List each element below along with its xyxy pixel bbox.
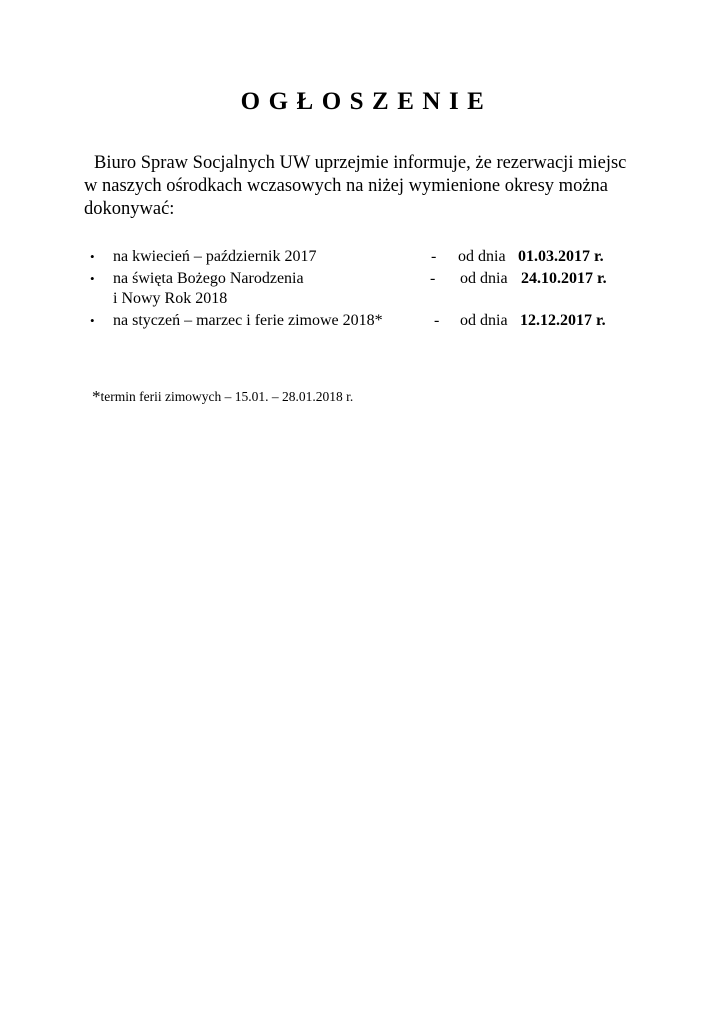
bullet-icon: • bbox=[90, 249, 95, 264]
footnote-text: termin ferii zimowych – 15.01. – 28.01.2018 r. bbox=[100, 389, 354, 404]
page-title: OGŁOSZENIE bbox=[240, 88, 493, 115]
item-dash: - bbox=[431, 248, 437, 265]
item-date: 01.03.2017 r. bbox=[518, 248, 604, 265]
item-date: 24.10.2017 r. bbox=[521, 270, 607, 287]
item-date: 12.12.2017 r. bbox=[520, 312, 606, 329]
item-from-label: od dnia bbox=[460, 270, 508, 287]
intro-line-3: dokonywać: bbox=[84, 199, 175, 219]
footnote-asterisk: * bbox=[92, 387, 101, 406]
item-period: na kwiecień – październik 2017 bbox=[113, 248, 317, 265]
item-period: na święta Bożego Narodzenia bbox=[113, 270, 304, 287]
intro-line-2: w naszych ośrodkach wczasowych na niżej wymienione okresy można bbox=[84, 176, 608, 196]
bullet-icon: • bbox=[90, 313, 95, 328]
item-dash: - bbox=[430, 270, 436, 287]
item-period: na styczeń – marzec i ferie zimowe 2018* bbox=[113, 312, 383, 329]
item-from-label: od dnia bbox=[460, 312, 508, 329]
footnote bbox=[92, 387, 353, 407]
intro-line-1: Biuro Spraw Socjalnych UW uprzejmie informuje, że rezerwacji miejsc bbox=[94, 153, 627, 173]
item-dash: - bbox=[434, 312, 440, 329]
bullet-icon: • bbox=[90, 271, 95, 286]
intro-paragraph bbox=[84, 152, 684, 221]
item-period-line-2: i Nowy Rok 2018 bbox=[113, 290, 228, 307]
item-from-label: od dnia bbox=[458, 248, 506, 265]
